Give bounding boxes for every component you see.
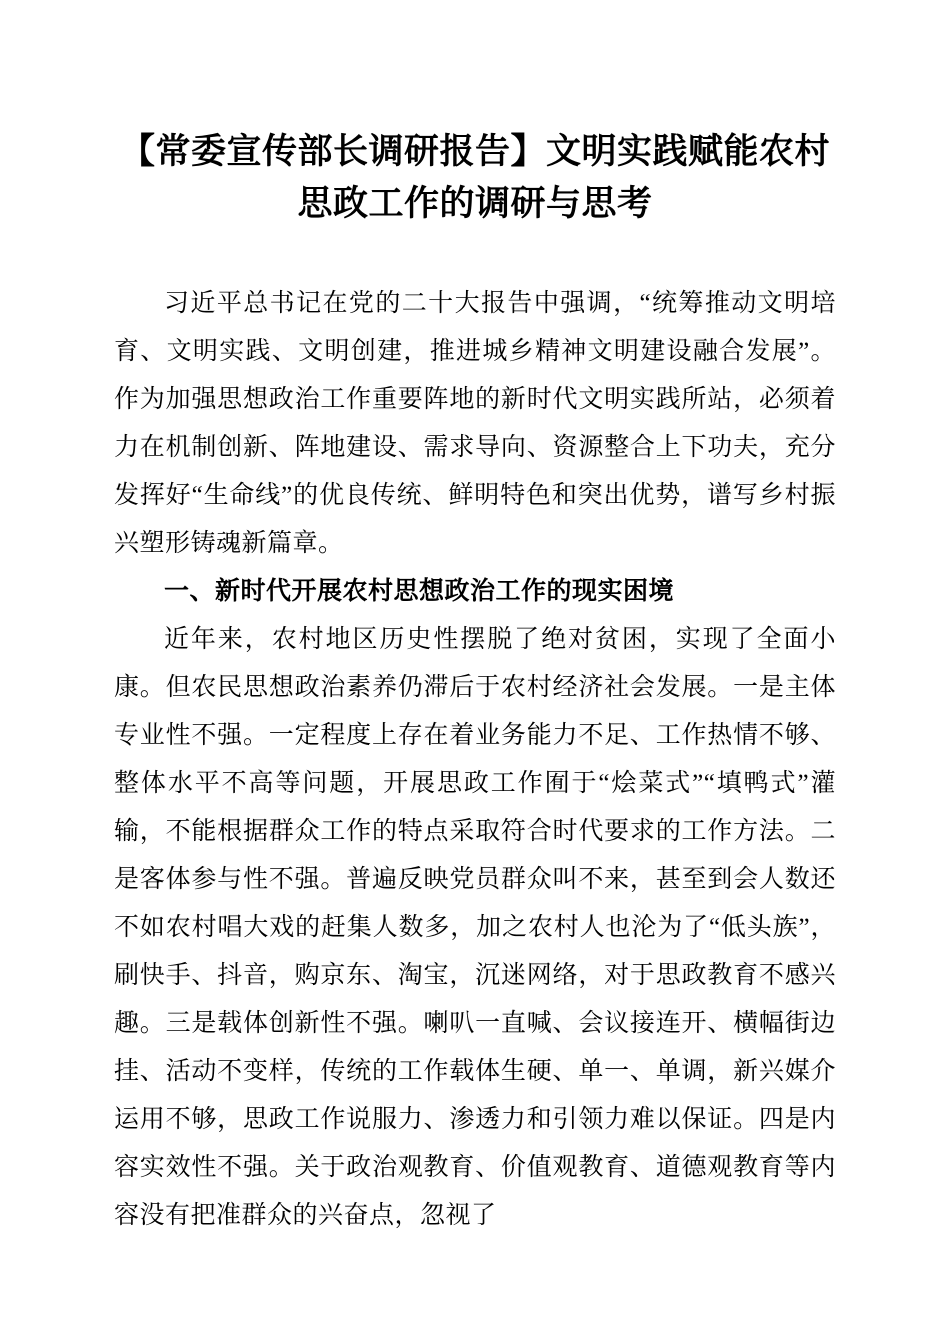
section-1-heading: 一、新时代开展农村思想政治工作的现实困境 — [164, 578, 675, 605]
section-1-paragraph: 近年来，农村地区历史性摆脱了绝对贫困，实现了全面小康。但农民思想政治素养仍滞后于农村经济社会发展。一是主体专业性不强。一定程度上存在着业务能力不足、工作热情不够、整体水平不高等问题，开展思政工作囿于“烩菜式”“填鸭式”灌输，不能根据群众工作的特点采取符合时代要求的工作方法。二是客体参与性不强。普遍反映党员群众叫不来，甚至到会人数还不如农村唱大戏的赶集人数多，加之农村人也沦为了“低头族”，刷快手、抖音，购京东、淘宝，沉迷网络，对于思政教育不感兴趣。三是载体创新性不强。喇叭一直喊、会议接连开、横幅街边挂、活动不变样，传统的工作载体生硬、单一、单调，新兴媒介运用不够，思政工作说服力、渗透力和引领力难以保证。四是内容实效性不强。关于政治观教育、价值观教育、道德观教育等内容没有把准群众的兴奋点，忽视了 — [114, 626, 836, 1229]
document-title: 【常委宣传部长调研报告】文明实践赋能农村思政工作的调研与思考 — [119, 132, 830, 223]
intro-paragraph: 习近平总书记在党的二十大报告中强调，“统筹推动文明培育、文明实践、文明创建，推进城乡精神文明建设融合发展”。作为加强思想政治工作重要阵地的新时代文明实践所站，必须着力在机制创新、阵地建设、需求导向、资源整合上下功夫，充分发挥好“生命线”的优良传统、鲜明特色和突出优势，谱写乡村振兴塑形铸魂新篇章。 — [114, 290, 836, 557]
